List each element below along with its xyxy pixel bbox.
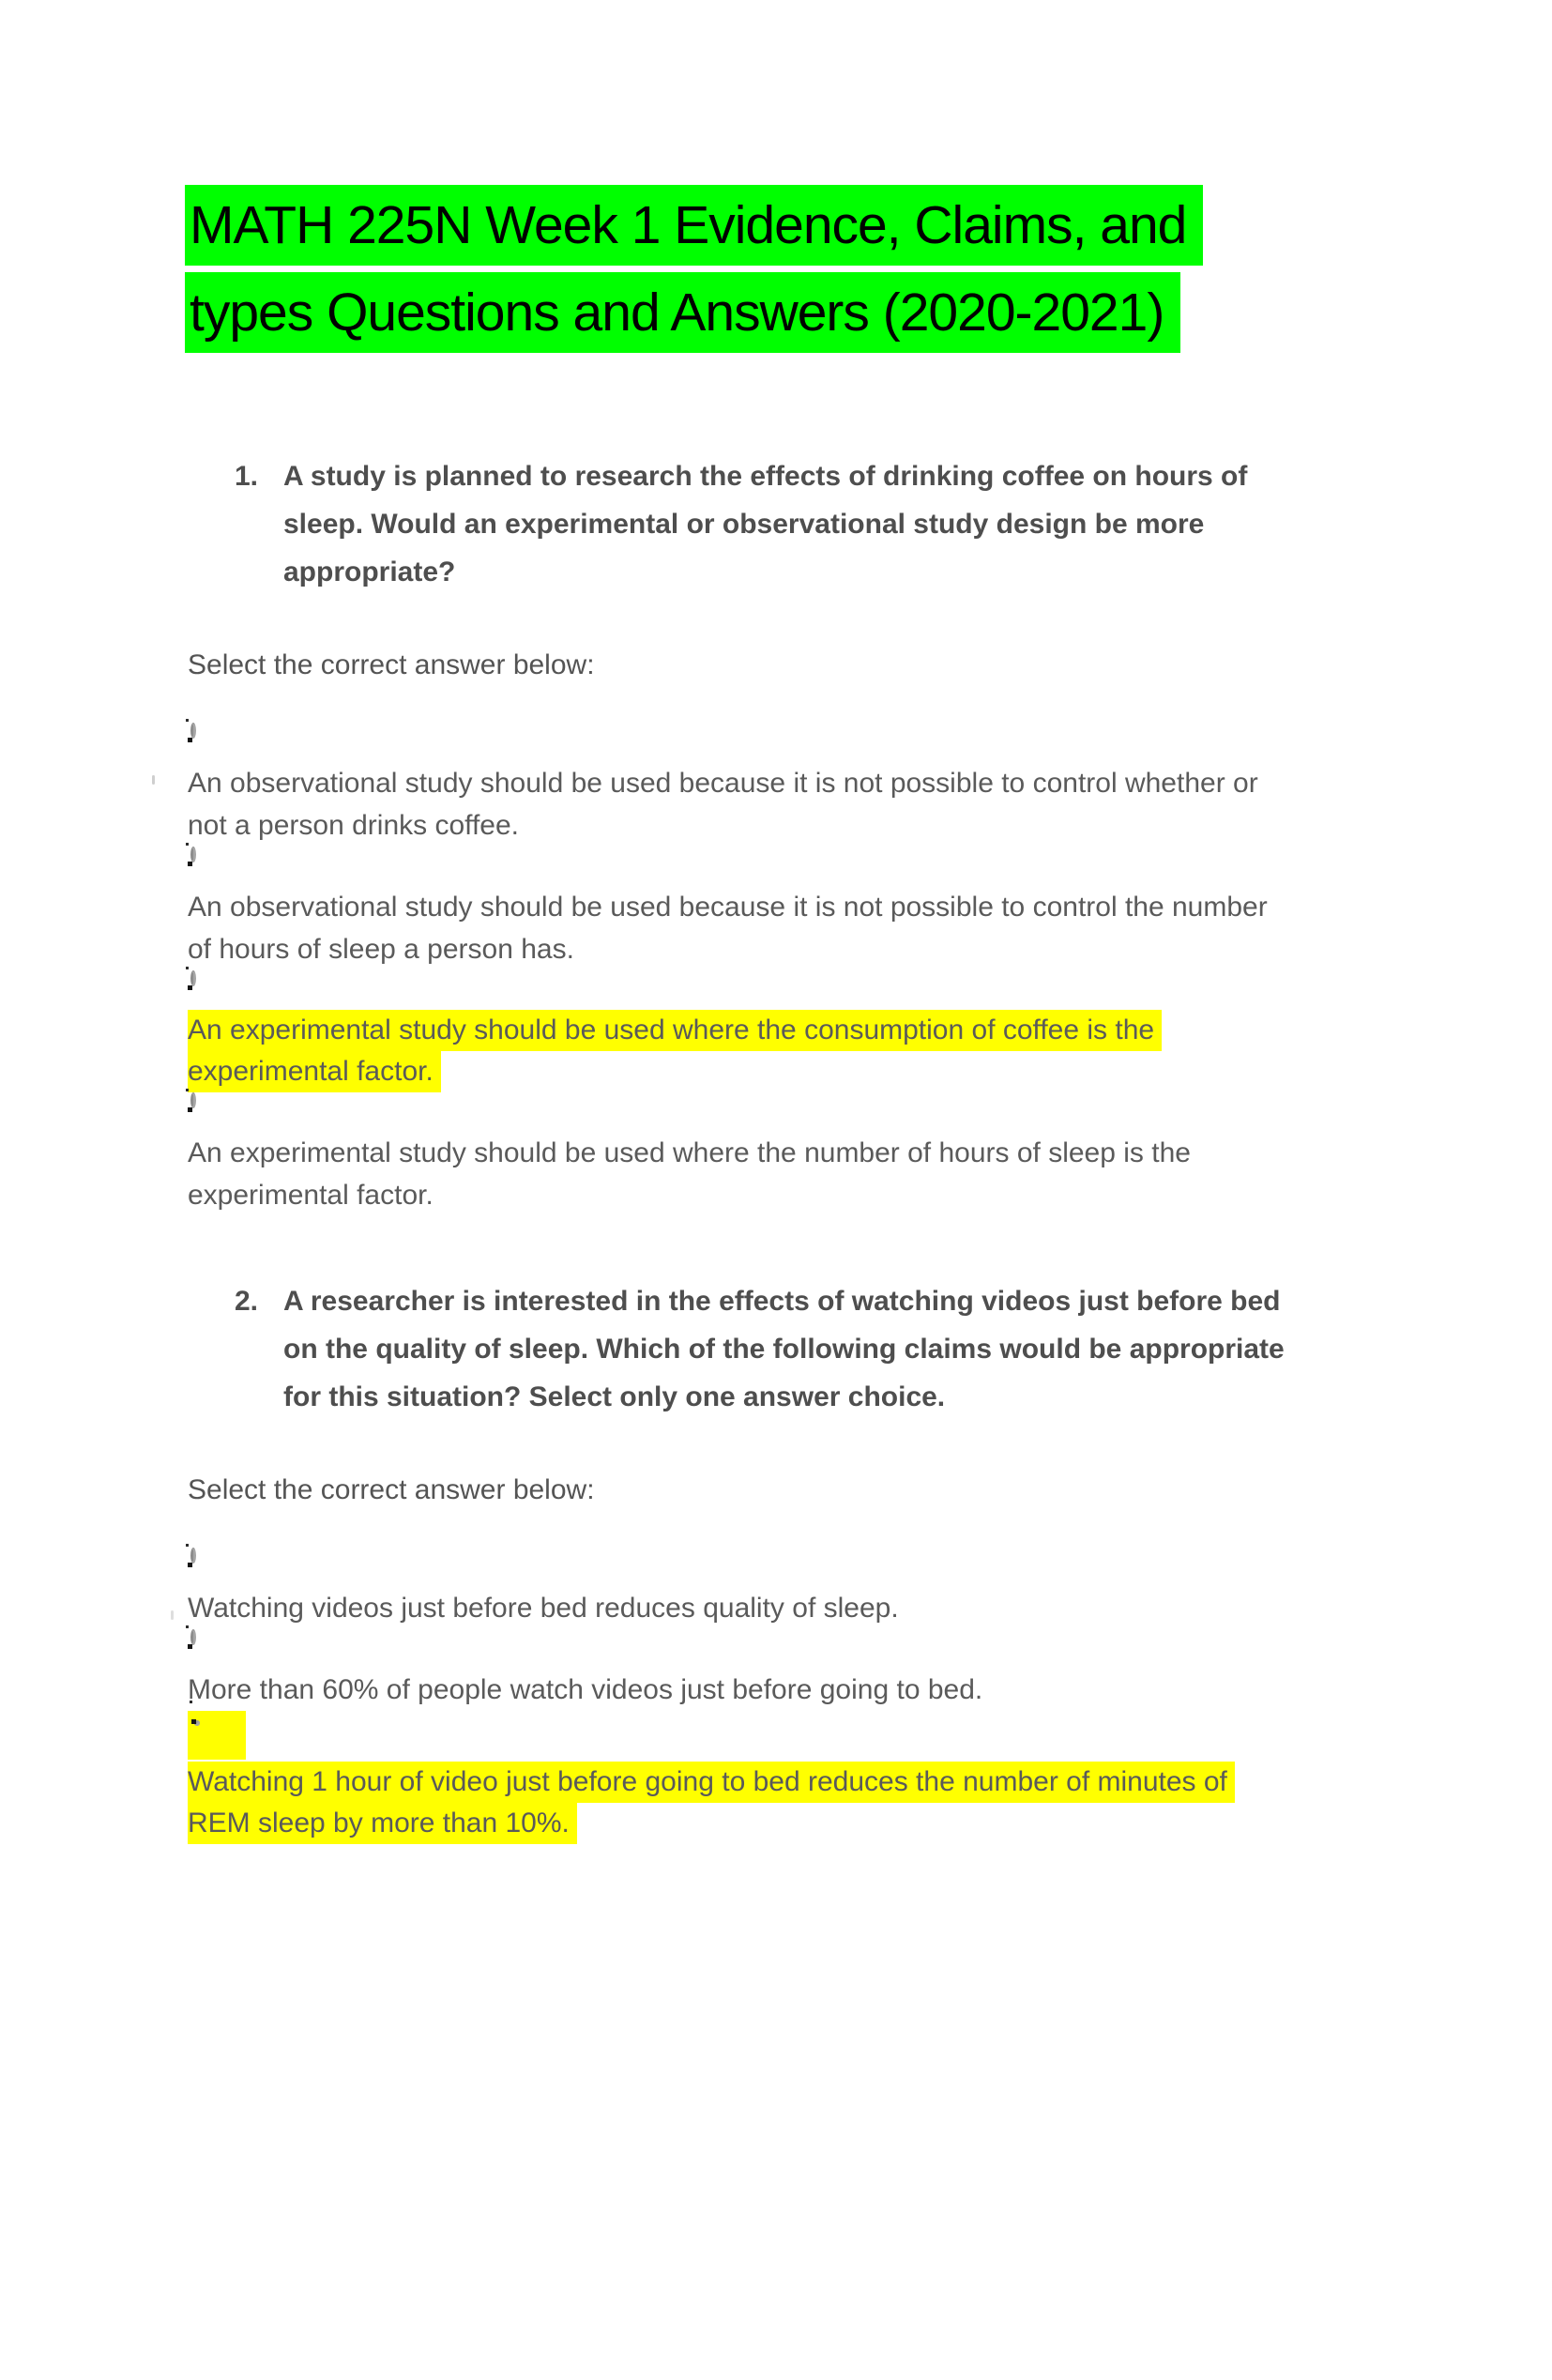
radio-wrap: [188, 970, 1552, 987]
question-text: A study is planned to research the effects of drinking coffee on hours of sleep. Would an experimental or observational study design be more appropriate?: [283, 461, 1248, 587]
option-text: Watching videos just before bed reduces quality of sleep.: [188, 1593, 899, 1624]
question-number: 1.: [235, 461, 259, 492]
answer-option: [188, 847, 1552, 970]
radio-wrap-highlighted: [188, 1711, 246, 1760]
radio-wrap: [188, 723, 1552, 740]
question-1: [188, 452, 1552, 1216]
title-highlight-text: types Questions and Answers (2020-2021): [185, 272, 1180, 353]
option-text-highlighted: An experimental study should be used where the consumption of coffee is the experimental factor.: [188, 1010, 1552, 1092]
question-text: A researcher is interested in the effects of watching videos just before bed on the quality of sleep. Which of the following claims would be appropriate for this situation? Select only one answer choice.: [283, 1286, 1285, 1412]
radio-wrap: [188, 1629, 1552, 1646]
answer-option: [188, 1092, 1552, 1216]
options-list: [188, 723, 1552, 1216]
select-instruction: Select the correct answer below:: [188, 649, 595, 680]
question-prompt: [235, 1277, 1552, 1421]
answer-option: [188, 1629, 1552, 1711]
option-text: More than 60% of people watch videos just before going to bed.: [188, 1674, 983, 1705]
question-2: [188, 1277, 1552, 1844]
title-line: [185, 185, 1552, 272]
document-title: [185, 185, 1552, 359]
radio-wrap: [188, 1092, 1552, 1109]
question-prompt: [235, 452, 1552, 596]
answer-option-correct: [188, 1711, 1552, 1844]
answer-option: [188, 1548, 1552, 1629]
options-list: [188, 1548, 1552, 1844]
radio-wrap: [188, 847, 1552, 863]
radio-wrap: [188, 1548, 1552, 1564]
answer-option: [188, 723, 1552, 847]
option-text: An observational study should be used because it is not possible to control whether or not a person drinks coffee.: [188, 768, 1258, 841]
title-highlight-text: MATH 225N Week 1 Evidence, Claims, and: [185, 185, 1203, 266]
select-instruction: Select the correct answer below:: [188, 1474, 595, 1505]
stray-mark: [171, 1610, 174, 1620]
stray-mark: [152, 775, 155, 785]
option-text: An observational study should be used because it is not possible to control the number of hours of sleep a person has.: [188, 892, 1268, 965]
question-number: 2.: [235, 1286, 259, 1317]
option-text: An experimental study should be used where the number of hours of sleep is the experimental factor.: [188, 1137, 1191, 1211]
answer-option-correct: [188, 970, 1552, 1092]
document-page: [0, 185, 1552, 2380]
option-text-highlighted: Watching 1 hour of video just before going to bed reduces the number of minutes of REM sleep by more than 10%.: [188, 1762, 1552, 1844]
title-line: [185, 272, 1552, 359]
